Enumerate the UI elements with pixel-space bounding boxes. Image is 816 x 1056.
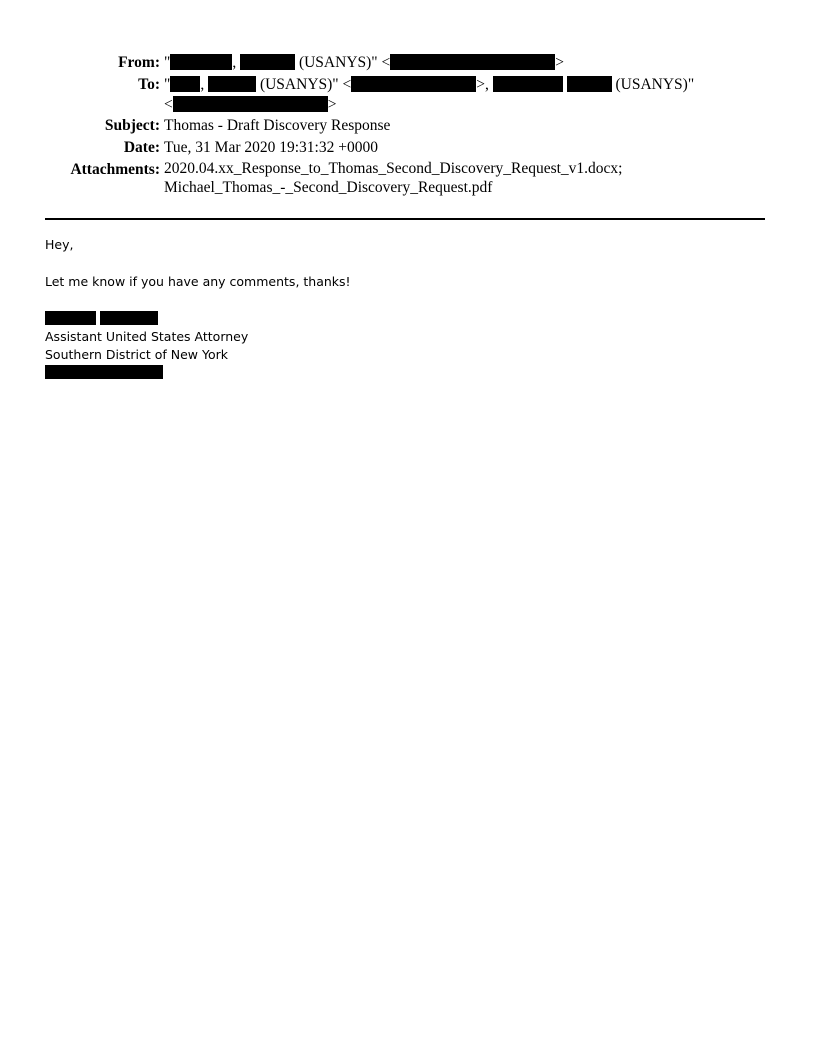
to-row xyxy=(0,74,816,94)
redaction xyxy=(390,54,555,70)
greeting: Hey, xyxy=(45,237,74,252)
to-label: To: xyxy=(138,76,160,93)
from-label: From: xyxy=(118,54,160,71)
redaction xyxy=(208,76,256,92)
date-value: Tue, 31 Mar 2020 19:31:32 +0000 xyxy=(164,139,378,156)
signature-office: Southern District of New York xyxy=(45,347,228,362)
subject-label: Subject: xyxy=(104,117,160,134)
signature-contact xyxy=(45,364,765,382)
redaction xyxy=(173,96,328,112)
email-header xyxy=(0,52,816,199)
email-body xyxy=(45,236,765,382)
attachments-row xyxy=(0,159,816,199)
message-text: Let me know if you have any comments, thanks! xyxy=(45,274,351,289)
subject-row xyxy=(0,115,816,137)
to-row-continued xyxy=(0,94,816,115)
redaction xyxy=(240,54,295,70)
redaction xyxy=(170,76,200,92)
to-value: " , (USANYS)" < >, (USANYS)" xyxy=(164,76,695,93)
signature-title: Assistant United States Attorney xyxy=(45,329,249,344)
attachments-value xyxy=(164,159,622,197)
from-value: " , (USANYS)" < > xyxy=(164,54,564,71)
to-value-line2: < > xyxy=(164,96,337,113)
redaction xyxy=(493,76,563,92)
redaction xyxy=(45,365,163,379)
header-divider xyxy=(45,218,765,220)
date-row xyxy=(0,137,816,159)
attachment-file[interactable]: 2020.04.xx_Response_to_Thomas_Second_Discovery_Request_v1.docx; xyxy=(164,160,623,177)
signature-name xyxy=(45,310,765,328)
redaction xyxy=(351,76,476,92)
date-label: Date: xyxy=(123,139,160,156)
attachment-file[interactable]: Michael_Thomas_-_Second_Discovery_Request.pdf xyxy=(164,179,493,196)
redaction xyxy=(45,311,96,325)
from-row xyxy=(0,52,816,74)
attachments-label: Attachments: xyxy=(70,161,160,178)
redaction xyxy=(567,76,612,92)
redaction xyxy=(170,54,232,70)
subject-value: Thomas - Draft Discovery Response xyxy=(164,117,391,134)
redaction xyxy=(100,311,158,325)
